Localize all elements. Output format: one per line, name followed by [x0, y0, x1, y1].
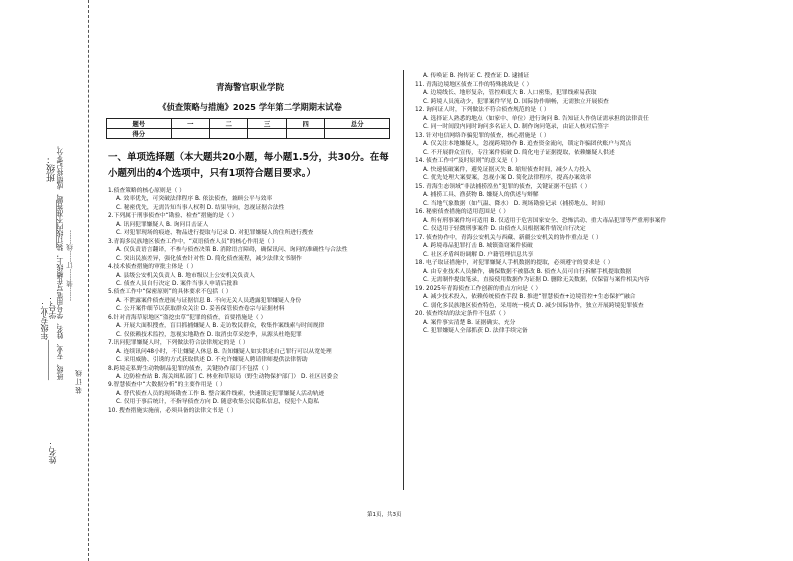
- answer-options: C. 仅用于事后统计，不指导侦查方向 D. 随意收集公民隐私信息，侵犯个人隐私: [116, 399, 320, 406]
- question-stem: 20. 侦查终结的法定条件不包括（ ）: [415, 311, 510, 317]
- answer-options: A. 县级公安机关负责人 B. 地市级以上公安机关负责人: [116, 272, 255, 279]
- binding-notice: 班级、专业、姓名、学号用笔写在横线上，装订线内不准答题，成绩将记零分。: [57, 142, 65, 380]
- score-input-cell[interactable]: [171, 129, 209, 139]
- answer-options: C. 不开展群众宣传，专注案件侦破 D. 简化电子证据提取，依赖嫌疑人供述: [423, 149, 615, 156]
- class-label: 班级：: [47, 155, 57, 182]
- score-table: [106, 118, 390, 139]
- answer-options: C. 突出民族差异，强化侦查针对性 D. 简化侦查流程，减少法律文书制作: [116, 255, 302, 262]
- question-stem: 17. 侦查协作中，青海公安机关与西藏、新疆公安机关的协作重点是（ ）: [415, 234, 602, 241]
- question-stem: 6.针对青海草原地区“盗挖虫草”犯罪的侦查，首要措施是（ ）: [108, 314, 267, 321]
- answer-options: C. 采用威胁、引诱的方式获取供述 D. 不允许嫌疑人聘请律师提供法律帮助: [116, 357, 308, 364]
- question-stem: 9.智慧侦查中“大数据分析”的主要作用是（ ）: [108, 382, 226, 389]
- answer-options: A. 连续讯问48小时，不让嫌疑人休息 B. 告知嫌疑人如实供述自己罪行可以从宽处理: [116, 348, 332, 355]
- answer-options: C. 无需制作提取笔录，直接使用数据作为证据 D. 删除无关数据，仅保留与案件相关内容: [423, 277, 650, 283]
- question-stem: 19. 2025年青海侦查工作创新的重点方向是（ ）: [415, 285, 542, 292]
- binding-margin: [0, 0, 95, 561]
- question-stem: 18. 电子取证措施中，对犯罪嫌疑人手机数据的提取，必须遵守的要求是（ ）: [415, 260, 614, 266]
- answer-options: A. 仅关注本地嫌疑人，忽视跨境协作 B. 追查资金流向，锁定诈骗团伙账户与窝点: [423, 141, 632, 147]
- answer-options: A. 由专业技术人员操作，确保数据不被篡改 B. 侦查人员可自行拆解手机提取数据: [423, 268, 632, 275]
- question-stem: 5.侦查工作中“保密原则”的具体要求不包括（ ）: [108, 289, 232, 296]
- answer-options: A. 所有刑事案件均可适用 B. 仅适用于危害国家安全、恐怖活动、重大毒品犯罪等严重刑事案件: [423, 217, 667, 224]
- answer-options: A. 不泄露案件侦查进展与证据信息 B. 不向无关人员透露犯罪嫌疑人身份: [116, 297, 302, 304]
- question-stem: 8.跨境走私野生动物制品犯罪的侦查，关键协作部门不包括（ ）: [108, 365, 272, 372]
- score-input-cell[interactable]: [325, 129, 390, 139]
- answer-options: C. 社区矛盾纠纷调解 D. 户籍管理信息共享: [423, 251, 534, 258]
- answer-options: C. 弱化多民族地区侦查特色，采用统一模式 D. 减少国际协作，独立开展跨境犯罪侦查: [423, 302, 644, 309]
- answer-options: C. 仅适用于轻微刑事案件 D. 由侦查人员根据案件情况自行决定: [423, 226, 586, 232]
- column-divider: [403, 70, 404, 490]
- question-stem: 11. 青海边境地区侦查工作的特殊挑战是（ ）: [415, 81, 533, 88]
- answer-options: A. 跨境毒品犯罪打击 B. 城镇盗窃案件侦破: [423, 243, 533, 249]
- question-stem: 1.侦查策略的核心原则是（ ）: [108, 188, 185, 194]
- score-input-cell[interactable]: [248, 129, 286, 139]
- answer-options: C. 仅依赖技术监控，忽视实地勘查 D. 取消虫草采挖季，从源头杜绝犯罪: [116, 331, 302, 338]
- class-field-line: ____________: [48, 200, 57, 248]
- answer-options: C. 当地气象数据（如气温、降水） D. 现场勘验记录（捕捞地点、时间）: [423, 200, 609, 207]
- answer-options: A. 讯问犯罪嫌疑人 B. 询问目击证人: [116, 221, 209, 228]
- exam-title: 《侦查策略与措施》2025 学年第二学期期末试卷: [158, 102, 342, 112]
- major-field-line: __________: [40, 340, 49, 380]
- question-stem: 2.下列属于刑事侦查中“勘验、检查”措施的是（ ）: [108, 213, 238, 220]
- answer-options: A. 传唤证 B. 拘传证 C. 搜查证 D. 逮捕证: [423, 73, 530, 79]
- score-cell: 二: [210, 119, 248, 129]
- answer-options: C. 秘密优先，无需告知当事人权利 D. 结果导向，忽视证据合法性: [116, 204, 285, 211]
- question-list-left: [108, 187, 392, 415]
- school-name: 青海警官职业学院: [215, 83, 284, 93]
- answer-options: A. 边防检查站 B. 海关缉私部门 C. 林业和草原局（野生动物保护部门） D. 社区居委会: [116, 373, 339, 380]
- answer-options: A. 替代侦查人员的现场勘查工作 B. 整合案件线索，快速锁定犯罪嫌疑人活动轨迹: [116, 390, 325, 397]
- question-stem: 12. 询问证人时，下列做法不符合侦查规范的是（ ）: [415, 107, 550, 113]
- question-list-right: [415, 72, 785, 336]
- id-label: 学号：: [48, 295, 57, 319]
- section-heading: 一、单项选择题（本大题共20小题，每小题1.5分，共30分。在每小题列出的4个选项中，只有1项符合题目要求。）: [108, 152, 389, 179]
- question-stem: 14. 侦查工作中“及时原则”的意义是（ ）: [415, 158, 521, 164]
- score-cell: 四: [286, 119, 324, 129]
- answer-options: A. 快速侦破案件，避免证据灭失 B. 缩短侦查时间，减少人力投入: [423, 166, 591, 173]
- score-cell: 题号: [107, 119, 172, 129]
- score-cell: 一: [171, 119, 209, 129]
- answer-options: C. 同一时间段内同时询问多名证人 D. 制作询问笔录，由证人核对后签字: [423, 124, 609, 130]
- answer-options: C. 侦查人员自行决定 D. 案件当事人申请后批准: [116, 280, 239, 287]
- answer-options: A. 仅负责语言翻译，不参与侦查决策 B. 消除语言障碍，确保讯问、询问的准确性与合法性: [116, 247, 348, 254]
- name-label: 姓名：: [48, 440, 57, 464]
- answer-options: A. 捕捞工具、渔获物 B. 嫌疑人的供述与辩解: [423, 192, 539, 198]
- answer-options: C. 对犯罪现场的痕迹、物品进行提取与记录 D. 对犯罪嫌疑人的住所进行搜查: [116, 230, 314, 237]
- score-input-cell[interactable]: [286, 129, 324, 139]
- answer-options: A. 减少技术投入，依赖传统侦查手段 B. 推进“智慧侦查+边境管控+生态保护”融合: [423, 294, 636, 300]
- question-stem: 16. 秘密侦查措施的适用范围是（ ）: [415, 209, 510, 215]
- score-cell: 总分: [325, 119, 390, 129]
- answer-options: A. 案件事实清楚 B. 证据确实、充分: [423, 319, 516, 326]
- score-table-header-row: [107, 119, 390, 129]
- answer-options: C. 公开案件细节以获取群众关注 D. 妥善保管侦查卷宗与证据材料: [116, 306, 285, 313]
- answer-options: C. 优先处理大案要案，忽视小案 D. 简化法律程序，提高办案效率: [423, 175, 592, 181]
- score-table-score-row: [107, 129, 390, 139]
- score-input-cell[interactable]: [210, 129, 248, 139]
- question-stem: 4.技术侦查措施的审批主体是（ ）: [108, 264, 197, 271]
- major-label: 年级专业：: [40, 300, 49, 340]
- score-cell: 得分: [107, 129, 172, 139]
- binding-cut-line: ------装-----订-----线------: [66, 230, 74, 302]
- question-stem: 3.青海多民族地区侦查工作中，“双语侦查人员”的核心作用是（ ）: [108, 238, 278, 245]
- question-stem: 10. 搜查措施实施前，必须具备的法律文书是（ ）: [108, 407, 237, 414]
- page-number: 第1页，共3页: [367, 512, 402, 518]
- score-cell: 三: [248, 119, 286, 129]
- question-stem: 7.讯问犯罪嫌疑人时，下列做法符合法律规定的是（ ）: [108, 340, 249, 347]
- answer-options: C. 跨境人员流动少，犯罪案件罕见 D. 国际协作顺畅，无需独立开展侦查: [423, 98, 609, 105]
- answer-options: A. 效率优先，可突破法律程序 B. 依法侦查，兼顾公平与效率: [116, 196, 273, 203]
- question-stem: 15. 青海生态领域“非法捕捞湟鱼”犯罪的侦查，关键证据不包括（ ）: [415, 183, 591, 190]
- answer-options: C. 犯罪嫌疑人全部抓获 D. 法律手续完备: [423, 328, 528, 334]
- answer-options: A. 开展大面积搜查，盲目抓捕嫌疑人 B. 走访牧民群众，收集作案线索与时间规律: [116, 323, 325, 330]
- binding-line-label: 装 订 线: [75, 370, 83, 394]
- question-stem: 13. 针对电信网络诈骗犯罪的侦查，核心措施是（ ）: [415, 132, 550, 139]
- answer-options: A. 选择证人熟悉的地点（如家中、单位）进行询问 B. 告知证人作伪证需承担的法律责任: [423, 115, 649, 122]
- binding-line: [88, 0, 89, 561]
- answer-options: A. 边境线长、地形复杂，管控难度大 B. 人口密集，犯罪线索易获取: [423, 90, 597, 96]
